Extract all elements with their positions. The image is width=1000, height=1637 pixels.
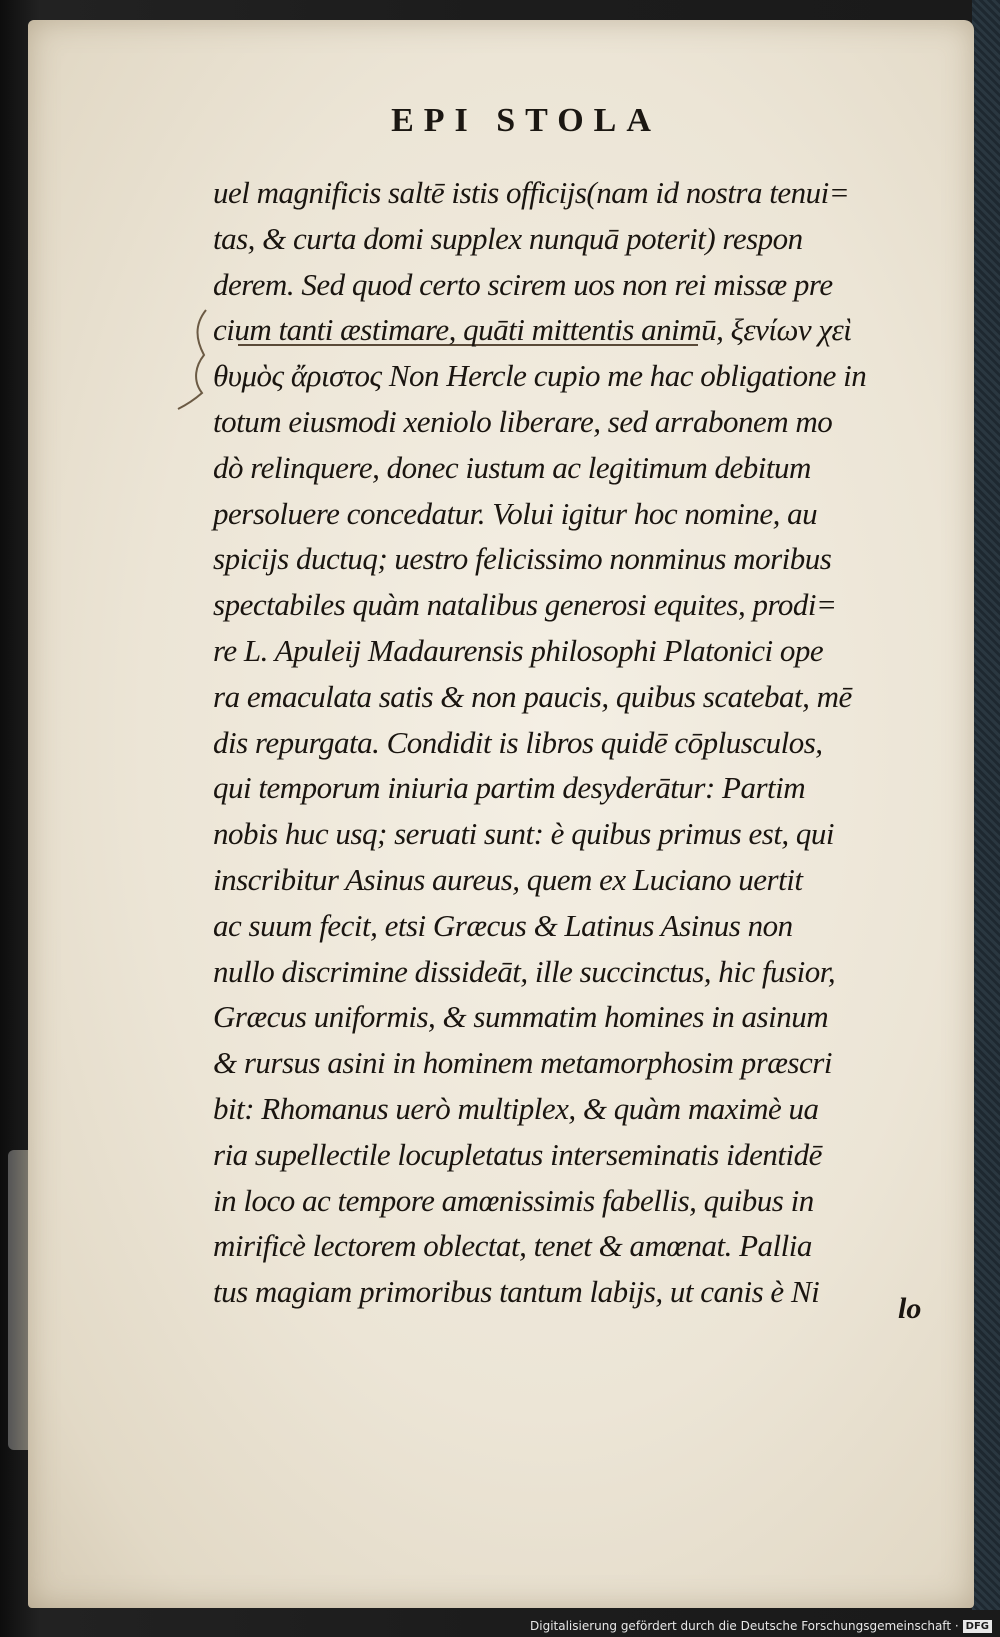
text-line: ria supellectile locupletatus interseminatis identidē <box>213 1136 822 1172</box>
text-line: tus magiam primoribus tantum labijs, ut canis è Ni <box>213 1274 820 1310</box>
text-line: dò relinquere, donec iustum ac legitimum debitum <box>213 449 811 485</box>
text-line: uel magnificis saltē istis officijs(nam id nostra tenui= <box>213 175 850 210</box>
text-line: cium tanti æstimare, quāti mittentis animū, ξενίων χεὶ <box>213 312 852 348</box>
text-line: spicijs ductuq; uestro felicissimo nonminus moribus <box>213 541 832 577</box>
text-line: inscribitur Asinus aureus, quem ex Luciano uertit <box>213 861 803 897</box>
text-line: Græcus uniformis, & summatim homines in asinum <box>213 999 829 1035</box>
text-line: nullo discrimine dissideāt, ille succinctus, hic fusior, <box>213 953 836 989</box>
text-line: bit: Rhomanus uerò multiplex, & quàm maximè ua <box>213 1090 819 1126</box>
footer-credit: Digitalisierung gefördert durch die Deutsche Forschungsgemeinschaft · <box>530 1619 959 1633</box>
running-head: EPI STOLA <box>391 102 661 139</box>
digitization-footer <box>530 1619 992 1633</box>
text-line: in loco ac tempore amœnissimis fabellis, quibus in <box>213 1182 814 1218</box>
text-line: mirificè lectorem oblectat, tenet & amœnat. Pallia <box>213 1228 812 1264</box>
text-line: derem. Sed quod certo scirem uos non rei missæ pre <box>213 266 833 302</box>
binding-cloth-edge <box>972 0 1000 1610</box>
text-line: persoluere concedatur. Volui igitur hoc nomine, au <box>213 495 818 531</box>
text-line: totum eiusmodi xeniolo liberare, sed arrabonem mo <box>213 403 833 439</box>
text-line: dis repurgata. Condidit is libros quidē cōplusculos, <box>213 724 823 760</box>
body-text <box>213 170 933 1315</box>
text-line: θυμὸς ἄριστος Non Hercle cupio me hac obligatione in <box>213 358 867 394</box>
marginal-bracket-mark <box>176 305 216 415</box>
text-line: & rursus asini in hominem metamorphosim præscri <box>213 1045 832 1081</box>
text-line: nobis huc usq; seruati sunt: è quibus primus est, qui <box>213 816 835 852</box>
text-line: spectabiles quàm natalibus generosi equites, prodi= <box>213 587 837 623</box>
dfg-logo: DFG <box>963 1620 992 1633</box>
text-line: ac suum fecit, etsi Græcus & Latinus Asinus non <box>213 907 793 943</box>
text-line: ra emaculata satis & non paucis, quibus scatebat, mē <box>213 678 852 714</box>
book-page <box>28 20 974 1608</box>
catchword: lo <box>898 1292 922 1325</box>
text-line: tas, & curta domi supplex nunquā poterit) respon <box>213 220 803 256</box>
text-line: qui temporum iniuria partim desyderātur: Partim <box>213 770 806 806</box>
text-line: re L. Apuleij Madaurensis philosophi Platonici ope <box>213 632 824 668</box>
